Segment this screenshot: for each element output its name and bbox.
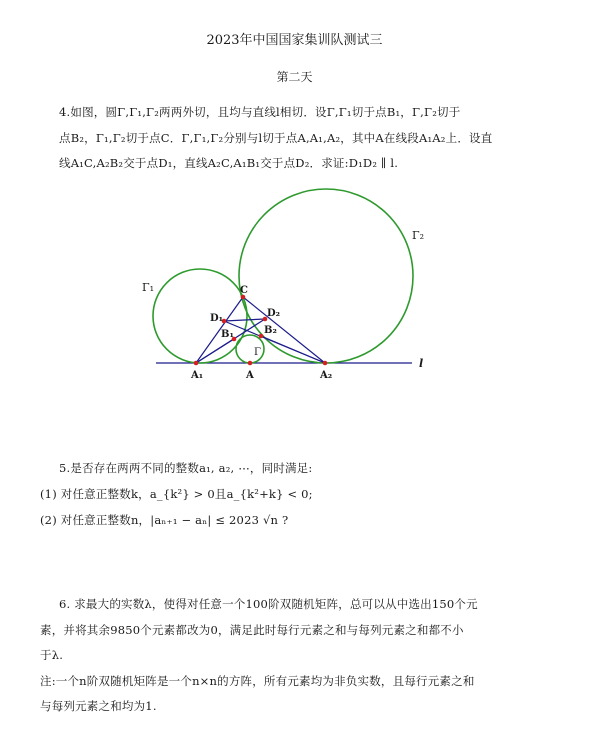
problem-6-note-2: 与每列元素之和均为1. [40,699,157,713]
segment-D1-D2 [224,319,265,321]
circle-gamma1 [153,269,247,363]
problem-5-condition-2: (2) 对任意正整数n，|aₙ₊₁ − aₙ| ≤ 2023 √n ? [40,513,289,527]
problem-4-line-1: 4.如图，圆Γ,Γ₁,Γ₂两两外切，且均与直线l相切．设Γ,Γ₁切于点B₁，Γ,Γ₂切于 [59,105,461,119]
problem-6-line-1: 6. 求最大的实数λ，使得对任意一个100阶双随机矩阵，总可以从中选出150个元 [59,597,478,611]
label-C: C [240,285,248,296]
line-A1-B1 [196,339,234,363]
problem-4-line-2: 点B₂，Γ₁,Γ₂切于点C．Γ,Γ₁,Γ₂分别与l切于点A,A₁,A₂，其中A在线段A₁A₂上．设直 [59,131,493,145]
problem-6-note-1: 注:一个n阶双随机矩阵是一个n×n的方阵，所有元素均为非负实数，且每行元素之和 [40,674,475,688]
label-l: l [419,357,424,370]
point-A2 [323,361,328,366]
geometry-figure [130,185,450,385]
problem-4-line-3: 线A₁C,A₂B₂交于点D₁，直线A₂C,A₁B₁交于点D₂．求证:D₁D₂ ∥ l. [59,156,399,170]
problem-6-line-2: 素，并将其余9850个元素都改为0，满足此时每行元素之和与每列元素之和都不小 [40,623,464,637]
line-A2-B2 [261,336,325,363]
label-gamma2: Γ₂ [412,229,425,242]
label-A2: A₂ [320,370,333,381]
problem-5-line-1: 5.是否存在两两不同的整数a₁, a₂, ⋯，同时满足: [59,461,313,475]
label-D1: D₁ [210,313,224,324]
point-A1 [194,361,199,366]
circle-gamma2 [239,189,413,363]
point-B2 [259,334,264,339]
label-A: A [246,370,254,381]
label-A1: A₁ [191,370,204,381]
problem-6-line-3: 于λ. [40,648,64,662]
label-gamma: Γ [254,347,261,358]
label-D2: D₂ [267,308,281,319]
label-B2: B₂ [264,325,277,336]
exam-title: 2023年中国国家集训队测试三 [206,33,383,48]
day-heading: 第二天 [276,70,313,84]
problem-5-condition-1: (1) 对任意正整数k，a_{k²} > 0且a_{k²+k} < 0; [40,487,313,501]
point-A [248,361,253,366]
label-gamma1: Γ₁ [142,281,155,294]
label-B1: B₁ [221,329,234,340]
